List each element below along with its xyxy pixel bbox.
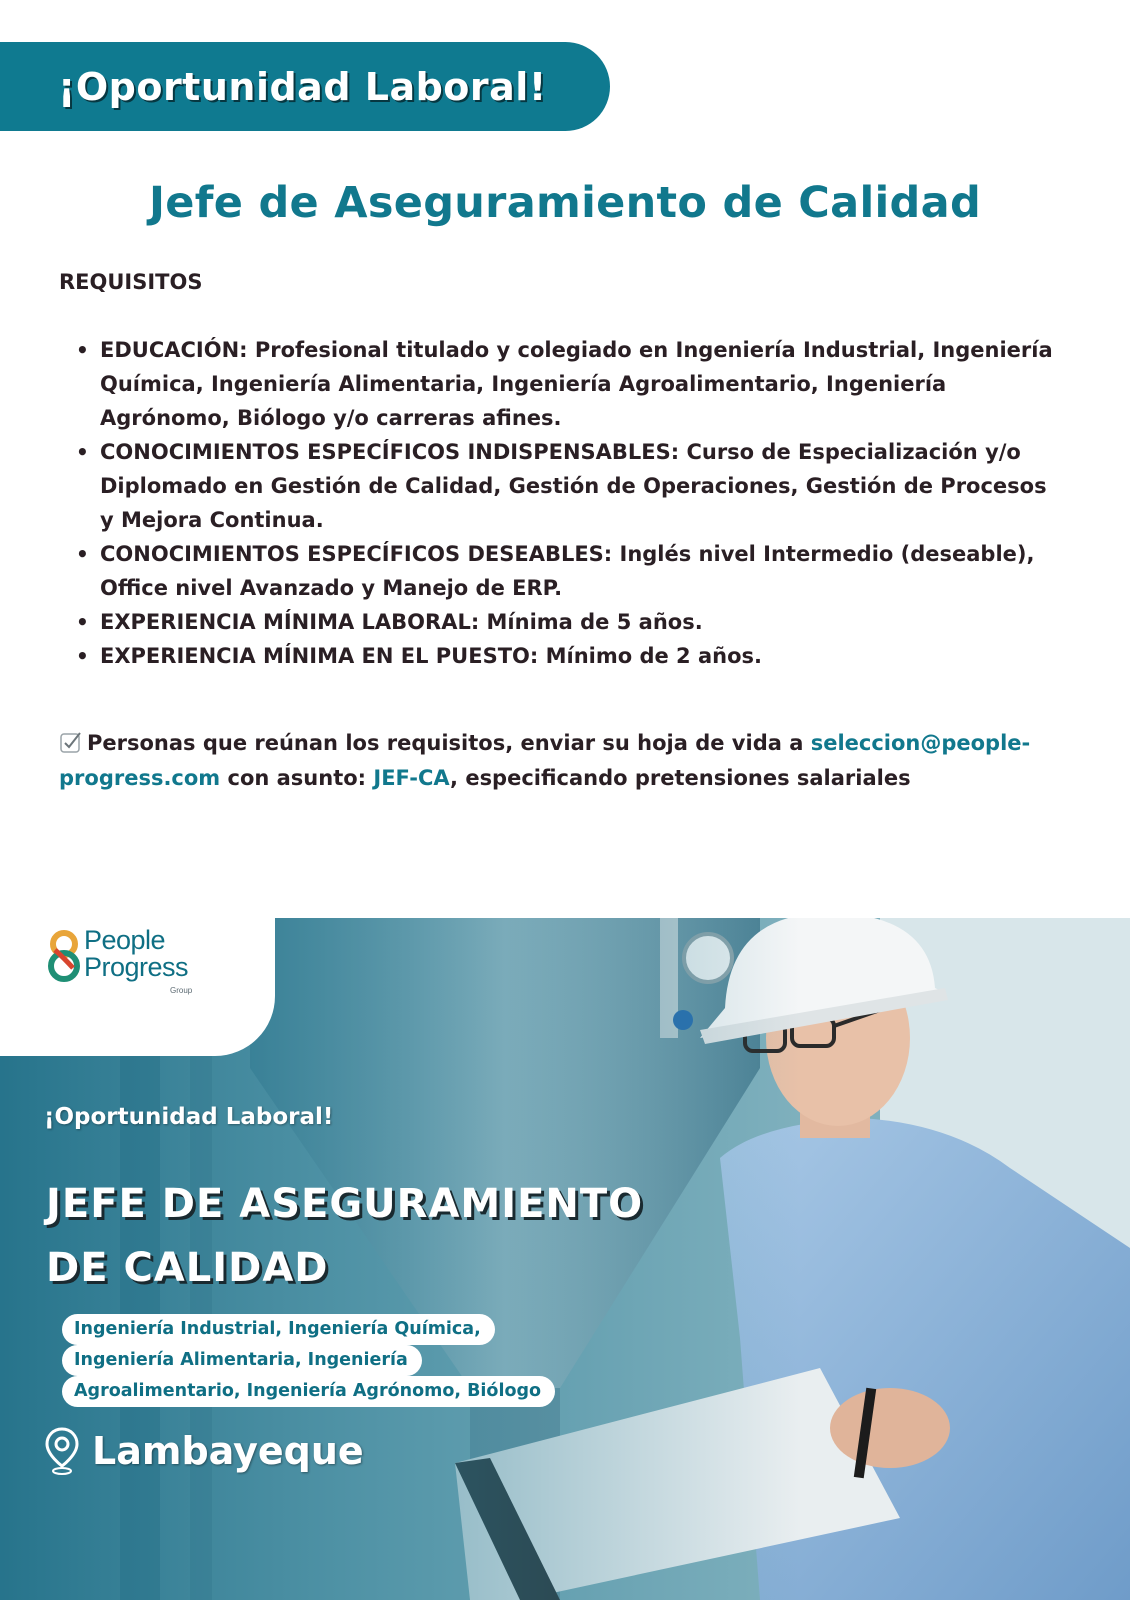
requirements-list [100, 333, 1060, 673]
banner-title [46, 1172, 686, 1300]
logo-wordmark [84, 927, 188, 981]
banner-title-line-1: JEFE DE ASEGURAMIENTO [46, 1181, 644, 1227]
careers-pill-1: Ingeniería Industrial, Ingeniería Química, [62, 1314, 495, 1345]
apply-text-before: Personas que reúnan los requisitos, enviar su hoja de vida a [87, 731, 804, 755]
location [44, 1426, 364, 1476]
careers-pill-2: Ingeniería Alimentaria, Ingeniería [62, 1345, 422, 1376]
top-banner-text: ¡Oportunidad Laboral! [58, 64, 547, 109]
requirement-education: • EDUCACIÓN: Profesional titulado y colegiado en Ingeniería Industrial, Ingeniería Química, Ingeniería Alimentaria, Ingeniería Agroalimentario, Ingeniería Agrónomo, Biólogo y/o carreras afines. [100, 333, 1060, 435]
location-pin-icon [44, 1426, 80, 1476]
apply-subject-code: JEF-CA [373, 766, 451, 790]
careers-pill-3: Agroalimentario, Ingeniería Agrónomo, Biólogo [62, 1376, 555, 1407]
top-banner [0, 42, 610, 131]
location-name: Lambayeque [92, 1429, 364, 1473]
requirements-heading: REQUISITOS [59, 270, 203, 294]
logo-line-progress: Progress [84, 952, 189, 982]
apply-email-link[interactable]: seleccion@people-progress.com [59, 731, 1031, 790]
people-progress-logo-icon [46, 930, 82, 982]
apply-text-after: , especificando pretensiones salariales [450, 766, 911, 790]
check-mark-icon [59, 730, 83, 754]
logo-line-people: People [84, 925, 166, 955]
banner-title-line-2: DE CALIDAD [46, 1245, 329, 1291]
logo-group-label: Group [170, 986, 193, 995]
requirement-position-experience: • EXPERIENCIA MÍNIMA EN EL PUESTO: Mínimo de 2 años. [100, 639, 1060, 673]
apply-instructions [59, 726, 1059, 796]
apply-text-middle: con asunto: [227, 766, 367, 790]
requirement-work-experience: • EXPERIENCIA MÍNIMA LABORAL: Mínima de 5 años. [100, 605, 1060, 639]
requirement-key-knowledge: • CONOCIMIENTOS ESPECÍFICOS INDISPENSABLES: Curso de Especialización y/o Diplomado en Gestión de Calidad, Gestión de Operaciones, Gestión de Procesos y Mejora Continua. [100, 435, 1060, 537]
banner-kicker: ¡Oportunidad Laboral! [44, 1104, 334, 1130]
job-title: Jefe de Aseguramiento de Calidad [148, 178, 982, 228]
requirement-desired-knowledge: • CONOCIMIENTOS ESPECÍFICOS DESEABLES: Inglés nivel Intermedio (deseable), Office nivel Avanzado y Manejo de ERP. [100, 537, 1060, 605]
